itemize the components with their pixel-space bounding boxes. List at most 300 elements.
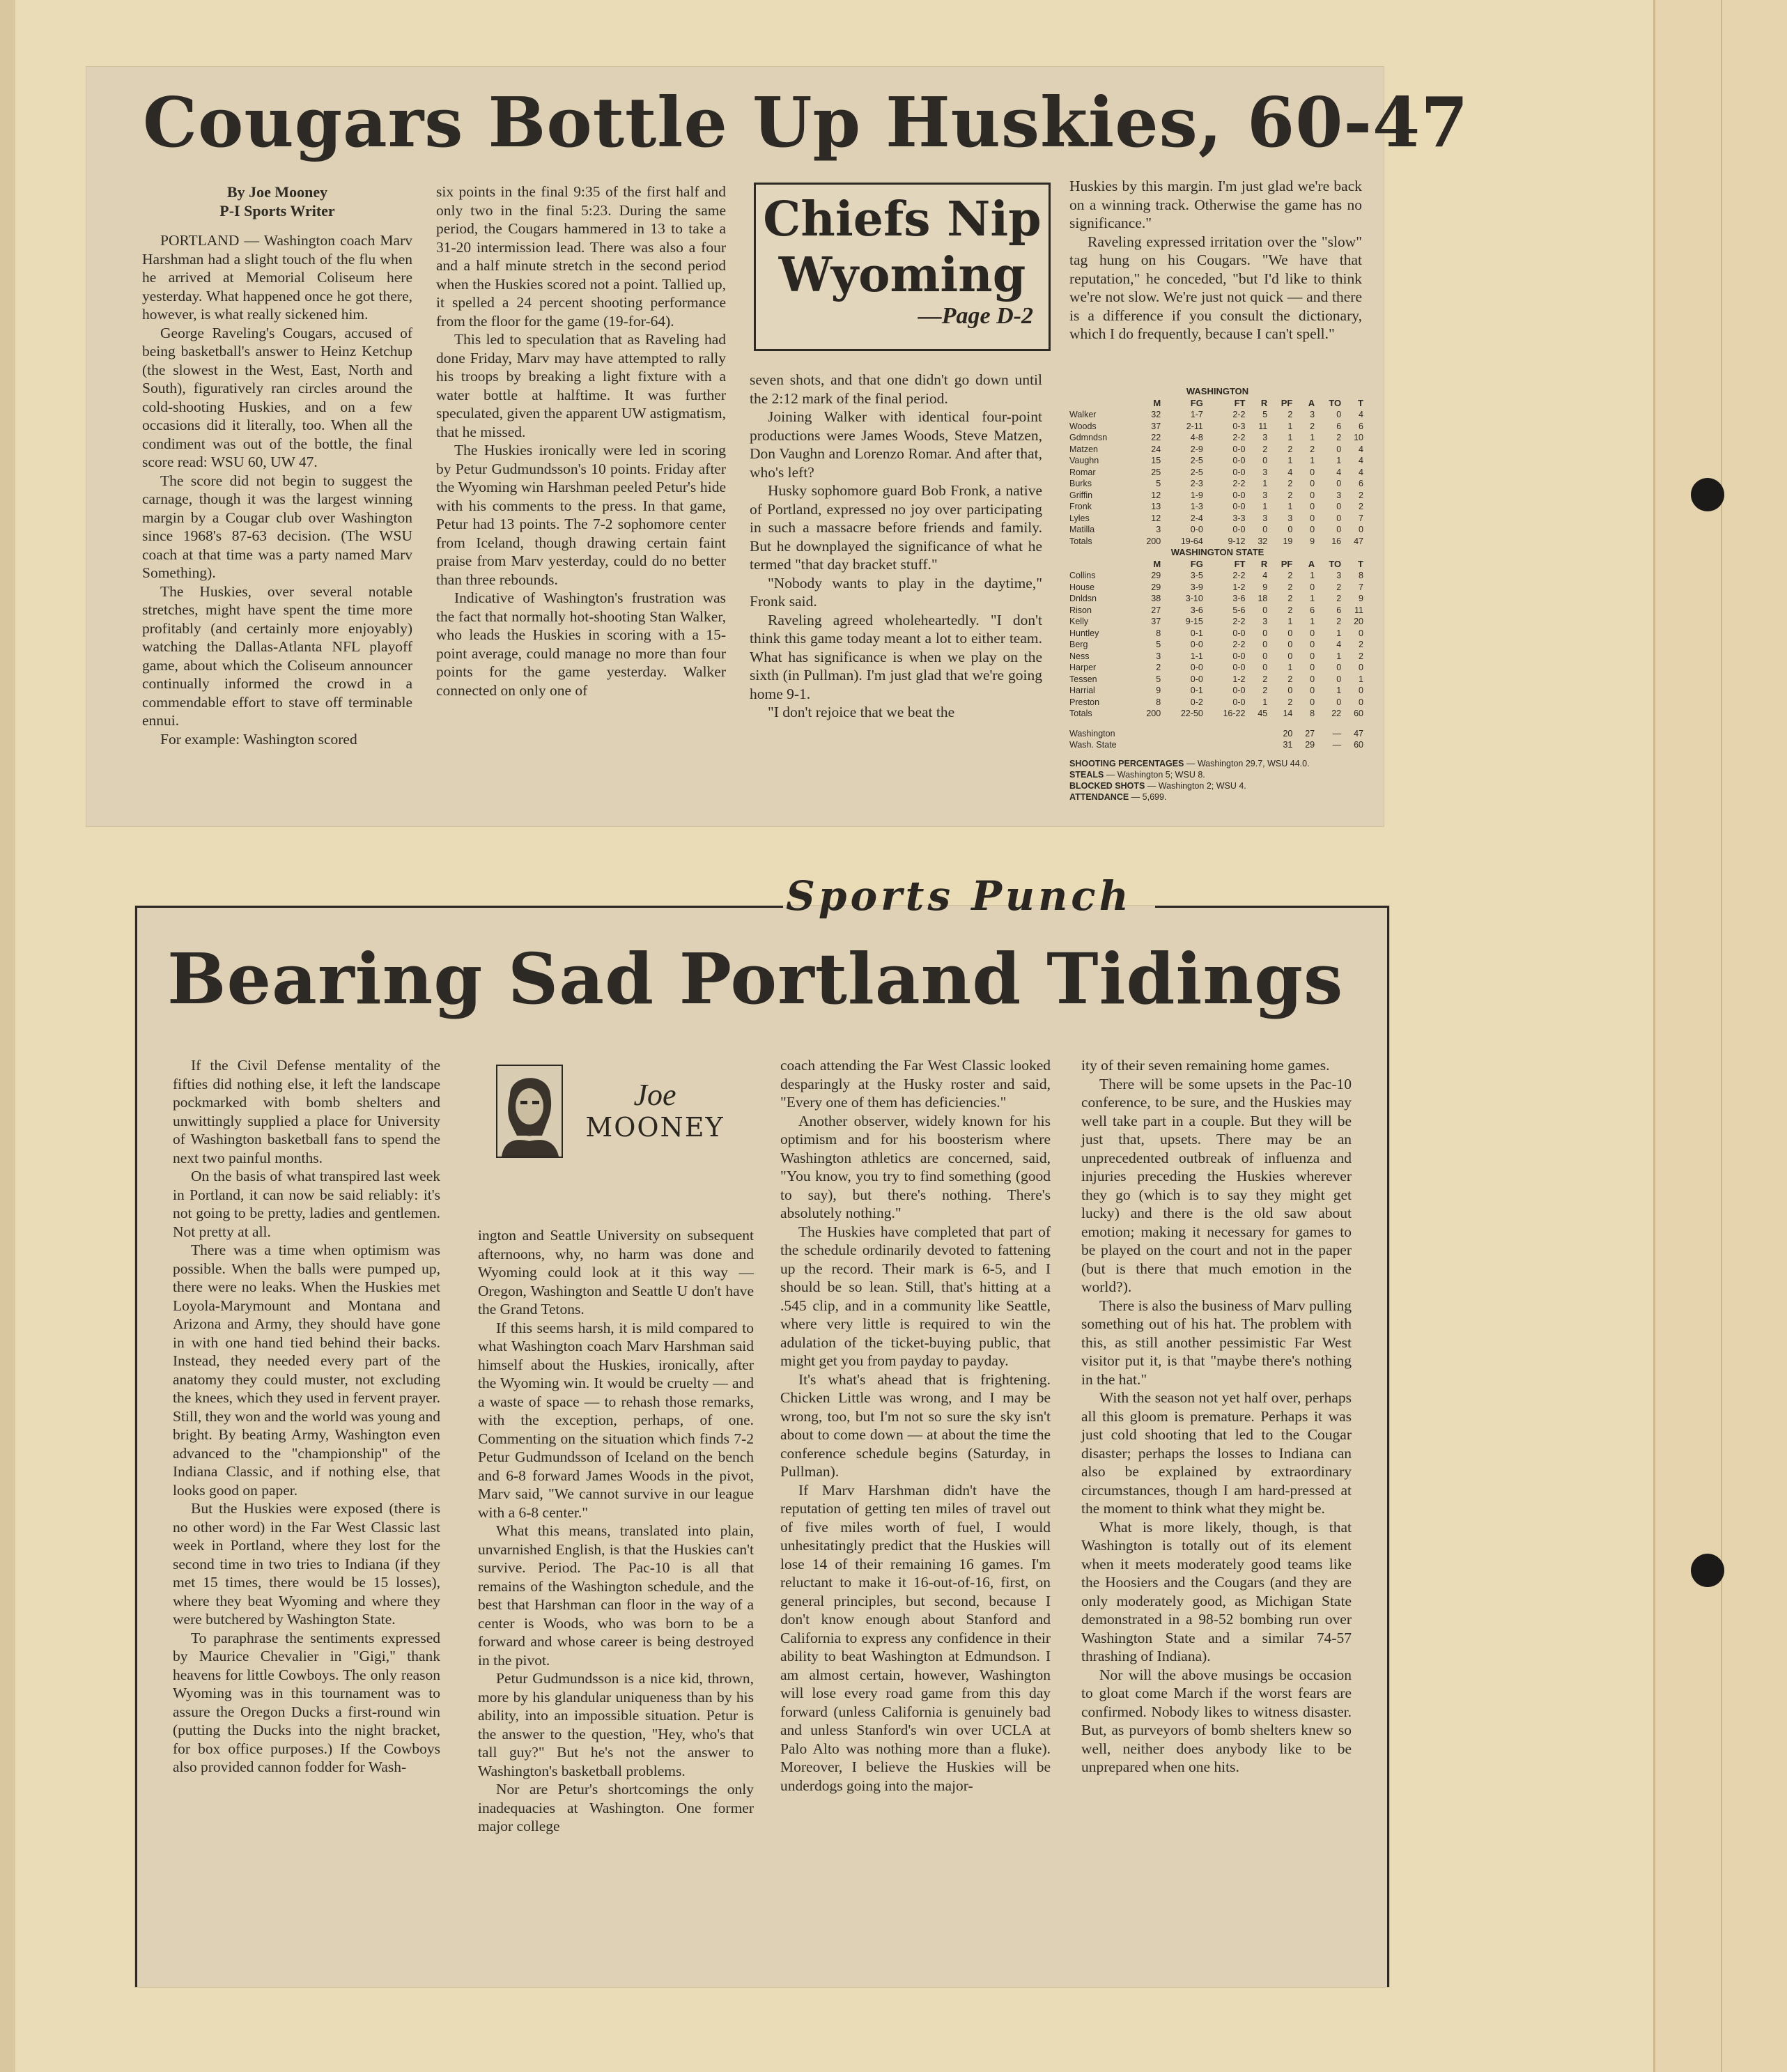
box-player-row (1069, 685, 1366, 697)
box-stat-cell: 37 (1151, 421, 1161, 431)
box-column-header: FT (1234, 397, 1246, 408)
box-player-name: Berg (1069, 640, 1088, 649)
box-stat-cell: 2 (1287, 674, 1293, 684)
box-stat-cell: 22 (1151, 433, 1161, 442)
punch-hole-bottom (1691, 1554, 1724, 1587)
box-score-table (1069, 386, 1366, 751)
box-player-row (1069, 662, 1366, 674)
box-stat-cell: 1 (1287, 663, 1293, 672)
box-stat-cell: 1 (1336, 686, 1342, 695)
box-stat-cell: 20 (1354, 617, 1363, 626)
box-stat-cell: 0 (1310, 697, 1315, 707)
box-stat-cell: 1 (1287, 617, 1293, 626)
box-stat-cell: 0-0 (1190, 674, 1203, 684)
chiefs-box-line1: Chiefs Nip (763, 192, 1042, 247)
article2-column-1 (173, 1056, 440, 1777)
box-stat-cell: 4 (1359, 444, 1363, 454)
box-stat-cell: 22-50 (1180, 709, 1203, 718)
box-column-header: FG (1190, 397, 1203, 408)
box-stat-cell: 3-5 (1190, 571, 1203, 580)
box-stat-cell: 8 (1310, 709, 1315, 718)
box-stat-cell: 0-0 (1232, 525, 1246, 534)
box-stat-cell: 3-9 (1190, 582, 1203, 592)
byline-title: P-I Sports Writer (219, 202, 335, 219)
box-stat-cell: 2 (1287, 479, 1293, 488)
box-player-row (1069, 524, 1366, 536)
chiefs-box-line2: Wyoming (778, 247, 1026, 303)
headline-portland-tidings: Bearing Sad Portland Tidings (167, 938, 1344, 1020)
box-stat-cell: 3-6 (1232, 594, 1246, 603)
article2-col1-body (173, 1056, 440, 1777)
box-stat-cell: 0-0 (1232, 686, 1246, 695)
box-stat-cell: 0 (1262, 651, 1268, 661)
paragraph: Nor are Petur's shortcomings the only inadequacies at Washington. One former major college (478, 1781, 754, 1834)
box-player-name: Matzen (1069, 444, 1098, 454)
box-stat-cell: 6 (1336, 421, 1342, 431)
box-stat-cell: 1-3 (1190, 502, 1203, 511)
box-stat-cell: 2-2 (1232, 479, 1246, 488)
box-stat-cell: 2-2 (1232, 617, 1246, 626)
box-player-name: Lyles (1069, 513, 1090, 523)
article1-column-2 (436, 183, 726, 699)
box-stat-cell: 0-0 (1232, 663, 1246, 672)
box-stat-cell: 0 (1310, 479, 1315, 488)
box-stat-cell: 14 (1283, 709, 1293, 718)
box-halftime-row (1069, 739, 1366, 751)
box-stat-cell: 6 (1359, 421, 1363, 431)
article2-col4-body (1081, 1056, 1352, 1777)
box-stat-cell: 10 (1354, 433, 1363, 442)
blocked-shots: BLOCKED SHOTS — Washington 2; WSU 4. (1069, 780, 1246, 791)
box-stat-cell: 3 (1287, 513, 1293, 523)
box-stat-cell: 0 (1336, 663, 1342, 672)
box-player-row (1069, 409, 1366, 421)
article1-col3-body (750, 371, 1042, 722)
box-stat-cell: 45 (1258, 709, 1268, 718)
box-stat-cell: 1 (1359, 674, 1363, 684)
author-portrait (496, 1065, 563, 1158)
box-stat-cell: 27 (1151, 605, 1161, 615)
box-player-row (1069, 421, 1366, 433)
box-team-label: Wash. State (1069, 740, 1117, 750)
chiefs-box-page-ref: —Page D-2 (918, 303, 1033, 329)
paragraph: Petur Gudmundsson is a nice kid, thrown, more by his glandular uniqueness than by his ability, into an impossible situation. Petur is the answer to the question, "Hey, who's that tall guy?" But he's not the answer to Washington's basketball problems. (478, 1670, 754, 1779)
paragraph: The Huskies ironically were led in scoring by Petur Gudmundsson's 10 points. Friday after the Wyoming win Harshman peeled Petur's hide with his comments to the press. In that game, Petur had 13 points. The 7-2 sophomore center from Iceland, though drawing certain faint praise from Marv yesterday, could do no better than three rebounds. (436, 442, 726, 588)
article1-col2-body (436, 183, 726, 699)
box-player-row (1069, 674, 1366, 686)
box-stat-cell: 1 (1262, 502, 1268, 511)
author-last-name: MOONEY (585, 1112, 725, 1143)
box-stat-cell: 0 (1262, 640, 1268, 649)
box-stat-cell: 0-0 (1232, 697, 1246, 707)
box-stat-cell: 2 (1359, 502, 1363, 511)
paragraph: It's what's ahead that is frightening. Chicken Little was wrong, and I may be wrong, too, but I'm not so sure the sky isn't about to come down — at about the time the conference schedule begins (Saturday, in Pullman). (780, 1370, 1051, 1480)
box-column-header: R (1260, 558, 1268, 569)
box-stat-cell: 200 (1146, 709, 1161, 718)
box-player-name: Kelly (1069, 617, 1089, 626)
box-team-row (1069, 547, 1366, 559)
box-stat-cell: 2 (1336, 617, 1342, 626)
box-stat-cell: 0-0 (1232, 456, 1246, 465)
paragraph: Raveling agreed wholeheartedly. "I don't think this game today meant a lot to either team. What has significance is when we play on the sixth (in Pullman). I'm just glad that we're going home 9-1. (750, 611, 1042, 702)
binder-strip (1653, 0, 1787, 2072)
box-player-row (1069, 593, 1366, 605)
box-stat-cell: 2-11 (1186, 421, 1203, 431)
author-first-name: Joe (633, 1078, 676, 1112)
paragraph: The score did not begin to suggest the carnage, though it was the largest winning margin by a Cougar club over Washington since 1968's 87-63 decision. (The WSU coach at that time was a party named Marv Something). (142, 472, 412, 581)
box-player-name: Vaughn (1069, 456, 1099, 465)
box-stat-cell: 2 (1336, 433, 1342, 442)
box-player-name: Romar (1069, 467, 1096, 477)
article2-column-3 (780, 1056, 1051, 1795)
box-stat-cell: 2 (1310, 444, 1315, 454)
box-team-label: Washington (1069, 728, 1115, 739)
box-stat-cell: 2 (1359, 490, 1363, 500)
article1-column-1 (142, 183, 412, 748)
box-stat-cell: 19-64 (1180, 536, 1203, 546)
box-stat-cell: 0 (1359, 697, 1363, 707)
box-stat-cell: 1-1 (1190, 651, 1203, 661)
box-stat-cell: 1 (1336, 456, 1342, 465)
box-player-name: Preston (1069, 697, 1100, 707)
box-stat-cell: 22 (1331, 709, 1342, 718)
paragraph: This led to speculation that as Raveling had done Friday, Marv may have attempted to rally his troops by breaking a light fixture with a water bottle at halftime. It was further speculated, given the apparent UW astigmatism, that he missed. (436, 331, 726, 440)
box-player-name: Totals (1069, 536, 1092, 546)
box-stat-cell: 13 (1151, 502, 1161, 511)
box-stat-cell: 0 (1287, 628, 1293, 638)
box-stat-cell: 0 (1336, 444, 1342, 454)
box-player-row (1069, 501, 1366, 513)
box-stat-cell: 200 (1146, 536, 1161, 546)
box-stat-cell: 5-6 (1232, 605, 1246, 615)
box-half-score: — (1332, 728, 1342, 739)
box-player-row (1069, 536, 1366, 548)
box-stat-cell: 0 (1287, 651, 1293, 661)
box-stat-cell: 0 (1310, 490, 1315, 500)
box-stat-cell: 0 (1262, 663, 1268, 672)
box-stat-cell: 1 (1262, 479, 1268, 488)
box-column-header-row (1069, 398, 1366, 410)
paragraph: If the Civil Defense mentality of the fifties did nothing else, it left the landscape pockmarked with bomb shelters and unwittingly supplied a place for University of Washington basketball fans to spend the next two painful months. (173, 1057, 440, 1166)
box-stat-cell: 3 (1310, 410, 1315, 419)
paragraph: With the season not yet half over, perhaps all this gloom is premature. Perhaps it was just cold shooting that led to the Cougar disaster; perhaps the losses to Indiana can also be explained by extraordinary circumstances, though I am hard-pressed at the moment to think what they might be. (1081, 1389, 1352, 1517)
box-stat-cell: 1-7 (1190, 410, 1203, 419)
box-team-row (1069, 386, 1366, 398)
box-column-header: TO (1329, 397, 1342, 408)
box-stat-cell: 1 (1310, 433, 1315, 442)
box-stat-cell: 2 (1336, 594, 1342, 603)
box-column-header: T (1358, 558, 1363, 569)
box-stat-cell: 3 (1262, 467, 1268, 477)
box-stat-cell: 4 (1359, 456, 1363, 465)
box-stat-cell: 1 (1287, 433, 1293, 442)
box-stat-cell: 3-6 (1190, 605, 1203, 615)
box-stat-cell: 0 (1336, 674, 1342, 684)
box-stat-cell: 5 (1156, 479, 1161, 488)
box-stat-cell: 3 (1262, 513, 1268, 523)
chiefs-nip-wyoming-box (754, 183, 1051, 351)
box-stat-cell: 0-3 (1232, 421, 1246, 431)
box-player-name: Woods (1069, 421, 1097, 431)
box-stat-cell: 2 (1262, 444, 1268, 454)
paragraph: George Raveling's Cougars, accused of being basketball's answer to Heinz Ketchup (the slowest in the West, East, North and South), figuratively ran circles around the cold-shooting Huskies, and on a few occasions did it literally, too. When all the condiment was out of the bottle, the final score read: WSU 60, UW 47. (142, 324, 412, 470)
box-player-row (1069, 478, 1366, 490)
shooting-percentages: SHOOTING PERCENTAGES — Washington 29.7, WSU 44.0. (1069, 758, 1310, 768)
box-column-header: FT (1234, 558, 1246, 569)
author-portrait-sketch (497, 1066, 562, 1157)
box-stat-cell: 1 (1310, 594, 1315, 603)
box-player-name: Harrial (1069, 686, 1095, 695)
box-stat-cell: 0 (1336, 502, 1342, 511)
box-stat-cell: 0 (1310, 628, 1315, 638)
box-stat-cell: 0-0 (1190, 640, 1203, 649)
box-stat-cell: 9-12 (1228, 536, 1246, 546)
box-stat-cell: 0 (1310, 674, 1315, 684)
box-stat-cell: 2 (1287, 582, 1293, 592)
box-team-name: WASHINGTON STATE (1170, 547, 1264, 557)
box-player-name: Burks (1069, 479, 1092, 488)
box-player-row (1069, 455, 1366, 467)
box-stat-cell: 11 (1354, 605, 1363, 615)
box-stat-cell: 0 (1359, 663, 1363, 672)
box-stat-cell: 0 (1262, 525, 1268, 534)
box-team-name: WASHINGTON (1186, 386, 1249, 396)
box-stat-cell: 0 (1336, 697, 1342, 707)
paragraph: Raveling expressed irritation over the "slow" tag hung on his Cougars. "We have that reputation," he conceded, "but I'd like to think we're not slow. We're just not quick — and there is a difference if you consult the dictionary, which I do frequently, because I can't spell." (1069, 233, 1362, 342)
box-stat-cell: 4-8 (1190, 433, 1203, 442)
box-stat-cell: 2-2 (1232, 571, 1246, 580)
box-stat-cell: 5 (1156, 640, 1161, 649)
box-half-score: 31 (1283, 740, 1293, 750)
box-stat-cell: 9 (1359, 594, 1363, 603)
box-stat-cell: 18 (1258, 594, 1268, 603)
paragraph: But the Huskies were exposed (there is no other word) in the Far West Classic last week in Portland, where they lost for the second time in two tries to Indiana (if they met 15 times, there would be 15 losses), where they beat Wyoming and where they were butchered by Washington State. (173, 1500, 440, 1628)
box-player-name: Matilla (1069, 525, 1095, 534)
box-stat-cell: 1 (1336, 628, 1342, 638)
box-player-name: Griffin (1069, 490, 1093, 500)
box-column-header: T (1358, 397, 1363, 408)
box-stat-cell: 2 (1287, 490, 1293, 500)
paragraph: six points in the final 9:35 of the first half and only two in the final 5:23. During the same period, the Cougars hammered in 13 to take a 31-20 intermission lead. There was also a four and a half minute stretch in the second period when the Huskies scored not a point. Tallied up, it spelled a 24 percent shooting performance from the floor for the game (19-for-64). (436, 183, 726, 330)
box-stat-cell: 16 (1331, 536, 1342, 546)
box-stat-cell: 9 (1262, 582, 1268, 592)
box-stat-cell: 2 (1287, 594, 1293, 603)
box-stat-cell: 0 (1310, 640, 1315, 649)
paragraph: Huskies by this margin. I'm just glad we're back on a winning track. Otherwise the game has no significance." (1069, 178, 1362, 231)
paragraph: For example: Washington scored (160, 730, 357, 748)
box-score (1069, 386, 1366, 803)
box-stat-cell: 60 (1354, 709, 1363, 718)
box-half-score: — (1332, 740, 1342, 750)
frame-top-left (135, 906, 783, 908)
box-stat-cell: 2 (1156, 663, 1161, 672)
punch-hole-top (1691, 478, 1724, 511)
box-stat-cell: 3 (1262, 433, 1268, 442)
box-stat-cell: 2-2 (1232, 410, 1246, 419)
box-col-blank (1069, 559, 1133, 571)
author-nameplate (571, 1078, 738, 1143)
article2-col3-body (780, 1056, 1051, 1795)
box-stat-cell: 5 (1156, 674, 1161, 684)
paragraph: To paraphrase the sentiments expressed by Maurice Chevalier in "Gigi," thank heavens for little Cowboys. The only reason Wyoming was in this tournament was to assure the Oregon Ducks a first-round win (putting the Ducks into the night bracket, for box office purposes.) If the Cowboys also provided cannon fodder for Wash- (173, 1629, 440, 1775)
box-stat-cell: 0-2 (1190, 697, 1203, 707)
box-stat-cell: 0 (1310, 525, 1315, 534)
box-stat-cell: 2-2 (1232, 640, 1246, 649)
box-stat-cell: 8 (1156, 628, 1161, 638)
box-player-row (1069, 708, 1366, 720)
box-half-score: 60 (1354, 740, 1363, 750)
box-stat-cell: 2 (1359, 651, 1363, 661)
box-stat-cell: 2 (1287, 697, 1293, 707)
box-stat-cell: 1 (1287, 421, 1293, 431)
box-stat-cell: 0 (1310, 513, 1315, 523)
box-stat-cell: 9 (1156, 686, 1161, 695)
paragraph: Nor will the above musings be occasion to gloat come March if the worst fears are confirmed. Nobody likes to witness disaster. But, as purveyors of bomb shelters knew so well, neither does anybody like to be unprepared when one hits. (1081, 1666, 1352, 1775)
box-stat-cell: 7 (1359, 582, 1363, 592)
frame-left (135, 906, 137, 1987)
box-stat-cell: 0-0 (1190, 663, 1203, 672)
article1-col4-body (1069, 177, 1362, 343)
box-player-row (1069, 605, 1366, 617)
box-stat-cell: 6 (1359, 479, 1363, 488)
box-player-row (1069, 570, 1366, 582)
box-player-name: Harper (1069, 663, 1097, 672)
box-stat-cell: 29 (1151, 571, 1161, 580)
box-stat-cell: 37 (1151, 617, 1161, 626)
box-stat-cell: 0 (1310, 686, 1315, 695)
article2-col2-body (478, 1226, 754, 1836)
paragraph: seven shots, and that one didn't go down until the 2:12 mark of the final period. (750, 371, 1042, 407)
box-stat-cell: 0 (1336, 513, 1342, 523)
box-stat-cell: 0-0 (1190, 525, 1203, 534)
box-stat-cell: 3 (1156, 651, 1161, 661)
paragraph: Joining Walker with identical four-point productions were James Woods, Steve Matzen, Don Vaughn and Lorenzo Romar. And after that, who's left? (750, 408, 1042, 481)
box-stat-cell: 4 (1359, 410, 1363, 419)
box-stat-cell: 1-2 (1232, 674, 1246, 684)
box-stat-cell: 2-9 (1190, 444, 1203, 454)
box-player-row (1069, 616, 1366, 628)
box-stat-cell: 2 (1287, 410, 1293, 419)
box-player-row (1069, 432, 1366, 444)
attendance: ATTENDANCE — 5,699. (1069, 791, 1167, 802)
box-stat-cell: 0 (1310, 467, 1315, 477)
box-stat-cell: 1 (1287, 502, 1293, 511)
box-stat-cell: 0-0 (1232, 467, 1246, 477)
box-player-name: Gdmndsn (1069, 433, 1108, 442)
paragraph: If Marv Harshman didn't have the reputation of getting ten miles of travel out of five miles worth of fuel, I would unhesitatingly predict that the Huskies will lose 14 of their remaining 16 games. I'm reluctant to make it 16-out-of-16, first, on general principles, but second, because I don't know enough about Stanford and California to express any confidence in their ability to beat Washington at Edmundson. I am almost certain, however, Washington will lose every road game from this day forward (unless California is genuinely bad and unless Stanford's win over UCLA at Palo Alto was nothing more than a fluke). Moreover, I believe the Huskies will be underdogs going into the major- (780, 1481, 1051, 1794)
box-stat-cell: 15 (1151, 456, 1161, 465)
box-player-name: Totals (1069, 709, 1092, 718)
box-half-score: 29 (1305, 740, 1315, 750)
box-player-name: Rison (1069, 605, 1092, 615)
box-column-header: M (1153, 558, 1161, 569)
article2-column-2 (478, 1226, 754, 1836)
article1-col1-body (142, 231, 412, 748)
box-stat-cell: 1 (1310, 617, 1315, 626)
box-player-name: Huntley (1069, 628, 1099, 638)
box-stat-cell: 4 (1359, 467, 1363, 477)
box-stat-cell: 0 (1359, 686, 1363, 695)
box-stat-cell: 0 (1310, 502, 1315, 511)
box-col-blank (1069, 398, 1133, 410)
box-stat-cell: 4 (1336, 467, 1342, 477)
box-stat-cell: 0-0 (1232, 444, 1246, 454)
box-stat-cell: 0 (1359, 525, 1363, 534)
box-stat-cell: 4 (1262, 571, 1268, 580)
box-stat-cell: 0 (1310, 651, 1315, 661)
box-player-name: Tessen (1069, 674, 1097, 684)
box-column-header: TO (1329, 558, 1342, 569)
article1-column-4 (1069, 177, 1362, 343)
box-stat-cell: 0-0 (1232, 651, 1246, 661)
paragraph: Indicative of Washington's frustration was the fact that normally hot-shooting Stan Walker, who leads the Huskies in scoring with a 15-point average, could manage no more than four points for the game yesterday. Walker connected on only one of (436, 589, 726, 699)
box-stat-cell: 0-0 (1232, 628, 1246, 638)
box-stat-cell: 0 (1262, 456, 1268, 465)
box-player-row (1069, 697, 1366, 709)
box-stat-cell: 1-9 (1190, 490, 1203, 500)
page-edge (0, 0, 15, 2072)
paragraph: There was a time when optimism was possible. When the balls were pumped up, there were no leaks. When the Huskies met Loyola-Marymount and Montana and Arizona and Army, they should have gone in with one hand tied behind their backs. Instead, they needed every part of the anatomy they could muster, not excluding the knees, which they used in fervent prayer. Still, they won and the world was young and bright. By beating Army, Washington even advanced to the "championship" of the Indiana Classic, and if nothing else, that looks good on paper. (173, 1242, 440, 1499)
box-stat-cell: 0 (1262, 605, 1268, 615)
box-player-name: Collins (1069, 571, 1096, 580)
box-stat-cell: 4 (1336, 640, 1342, 649)
box-player-name: Fronk (1069, 502, 1092, 511)
paragraph: ity of their seven remaining home games. (1081, 1057, 1330, 1074)
box-stat-cell: 1 (1287, 456, 1293, 465)
paragraph: "I don't rejoice that we beat the (768, 704, 955, 720)
box-score-notes (1069, 758, 1366, 803)
frame-right (1387, 906, 1389, 1987)
box-player-row (1069, 651, 1366, 663)
box-stat-cell: 0 (1359, 628, 1363, 638)
paragraph: PORTLAND — Washington coach Marv Harshman had a slight touch of the flu when he arrived at Memorial Coliseum here yesterday. What happened once he got there, however, is what really sickened him. (142, 232, 412, 323)
box-stat-cell: 0 (1262, 628, 1268, 638)
kicker-sports-punch: Sports Punch (786, 872, 1132, 920)
box-player-row (1069, 444, 1366, 456)
box-stat-cell: 12 (1151, 490, 1161, 500)
box-stat-cell: 8 (1156, 697, 1161, 707)
box-stat-cell: 3-10 (1185, 594, 1203, 603)
box-stat-cell: 2 (1310, 421, 1315, 431)
steals: STEALS — Washington 5; WSU 8. (1069, 769, 1205, 780)
box-column-header: PF (1281, 397, 1293, 408)
box-stat-cell: 3-3 (1232, 513, 1246, 523)
paragraph: On the basis of what transpired last week in Portland, it can now be said reliably: it's not going to be pretty, ladies and gentlemen. Not pretty at all. (173, 1168, 440, 1240)
paragraph: Another observer, widely known for his optimism and for his boosterism where Washington athletics are concerned, said, "You know, you try to find something (good to say), but there's nothing. There's absolutely nothing." (780, 1112, 1051, 1221)
box-stat-cell: 5 (1262, 410, 1268, 419)
box-stat-cell: 2 (1262, 686, 1268, 695)
paragraph: The Huskies have completed that part of the schedule ordinarily devoted to fattening up the record. Their mark is 6-5, and I should be so lean. Still, that's hitting at a .545 clip, and in a community like Seattle, where very little is required to win the adulation of the ticket-buying public, that might get you from payday to payday. (780, 1223, 1051, 1369)
box-column-header-row (1069, 559, 1366, 571)
box-stat-cell: 2 (1287, 571, 1293, 580)
box-stat-cell: 1 (1310, 571, 1315, 580)
box-stat-cell: 0-0 (1232, 502, 1246, 511)
frame-top-right (1155, 906, 1389, 908)
box-stat-cell: 2 (1262, 674, 1268, 684)
paragraph: What this means, translated into plain, unvarnished English, is that the Huskies can't survive. Period. The Pac-10 is all that remains of the Washington schedule, and the best that Harshman can floor in the way of a center is Woods, who was born to be a forward and whose career is being destroyed in the pivot. (478, 1522, 754, 1669)
box-column-header: A (1308, 397, 1315, 408)
box-player-name: Dnldsn (1069, 594, 1097, 603)
byline-name: By Joe Mooney (226, 183, 328, 201)
paragraph: If this seems harsh, it is mild compared to what Washington coach Marv Harshman said himself about the Huskies, ironically, after the Wyoming win. It would be cruelty — and a waste of space — to rehash those remarks, with the exception, perhaps, of one. Commenting on the situation which finds 7-2 Petur Gudmundsson of Iceland on the bench and 6-8 forward James Woods in the pivot, Marv said, "We cannot survive in our league with a 6-8 center." (478, 1319, 754, 1521)
box-stat-cell: 47 (1354, 536, 1363, 546)
box-stat-cell: 6 (1310, 605, 1315, 615)
box-player-row (1069, 467, 1366, 479)
box-stat-cell: 12 (1151, 513, 1161, 523)
box-stat-cell: 16-22 (1223, 709, 1246, 718)
box-stat-cell: 2 (1287, 444, 1293, 454)
box-stat-cell: 1-2 (1232, 582, 1246, 592)
